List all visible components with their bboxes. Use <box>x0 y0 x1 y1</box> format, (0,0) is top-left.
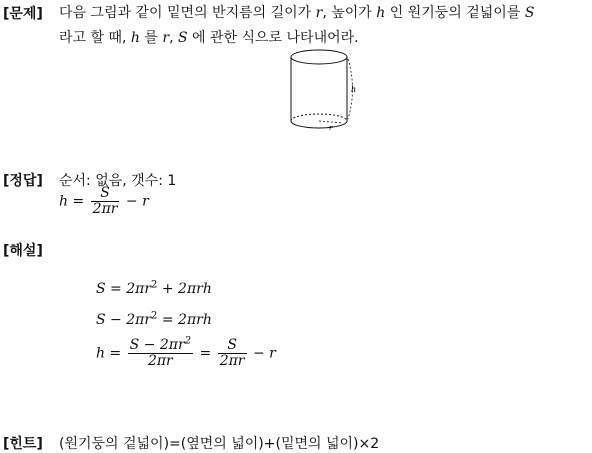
hint-label: [힌트] <box>3 436 43 452</box>
answer-lhs: h = <box>59 193 85 210</box>
answer-fraction <box>91 186 120 217</box>
eq3-denominator-2: 2πr <box>219 353 245 369</box>
solution-eq-3 <box>96 335 276 369</box>
radius-line <box>319 121 343 123</box>
eq2-rest: = 2πrh <box>157 312 212 328</box>
eq1-lhs: S = 2πr <box>96 281 152 297</box>
cylinder-bottom-front <box>291 121 347 128</box>
eq1-sup: 2 <box>151 279 158 291</box>
hint-text: (원기둥의 겉넓이)=(옆면의 넓이)+(밑면의 넓이)×2 <box>59 436 380 452</box>
solution-eq-1 <box>96 281 212 297</box>
problem-text-1b: , 높이가 <box>322 5 377 21</box>
eq3-numerator-2: S <box>218 338 247 354</box>
problem-text-2c: , <box>169 30 178 46</box>
radius-label: r <box>329 124 333 132</box>
eq1-rest: + 2πrh <box>157 281 212 297</box>
eq3-numerator-1: $S - 2\pi r^2$ <box>129 335 192 353</box>
var-S-2: S <box>177 30 188 46</box>
answer-meta: 순서: 없음, 갯수: 1 <box>59 173 177 189</box>
problem-label: [문제] <box>3 6 43 22</box>
var-r-2: r <box>162 30 170 46</box>
var-S: S <box>524 5 535 21</box>
answer-denominator: 2πr <box>92 201 118 217</box>
eq2-sup: 2 <box>151 310 158 322</box>
eq3-rest: − r <box>252 345 276 362</box>
height-label: h <box>351 85 357 94</box>
solution-label: [해설] <box>3 243 43 259</box>
solution-eq-2 <box>96 312 212 328</box>
problem-line-2 <box>59 27 359 47</box>
eq3-fraction-2 <box>218 338 247 369</box>
eq3-fraction-1 <box>128 335 193 369</box>
answer-label: [정답] <box>3 173 43 189</box>
eq3-lhs: h = <box>96 345 122 362</box>
problem-text-1c: 인 원기둥의 겉넓이를 <box>385 5 525 21</box>
problem-text-2b: 를 <box>139 30 163 46</box>
cylinder-top-ellipse <box>291 50 347 64</box>
eq2-lhs: S − 2πr <box>96 312 152 328</box>
problem-text-2d: 에 관한 식으로 나타내어라. <box>187 30 359 46</box>
cylinder-figure <box>285 45 357 135</box>
var-r: r <box>315 5 323 21</box>
answer-numerator: S <box>91 186 120 202</box>
var-h-2: h <box>130 30 140 46</box>
problem-text-1a: 다음 그림과 같이 밑면의 반지름의 길이가 <box>59 5 316 21</box>
eq3-denominator-1: 2πr <box>147 353 173 369</box>
eq3-equals: = <box>199 345 212 362</box>
problem-text-2a: 라고 할 때, <box>59 30 131 46</box>
var-h: h <box>376 5 386 21</box>
problem-line-1 <box>59 2 534 22</box>
cylinder-bottom-back <box>291 114 347 121</box>
answer-formula <box>59 186 149 217</box>
answer-rest: − r <box>125 193 149 210</box>
